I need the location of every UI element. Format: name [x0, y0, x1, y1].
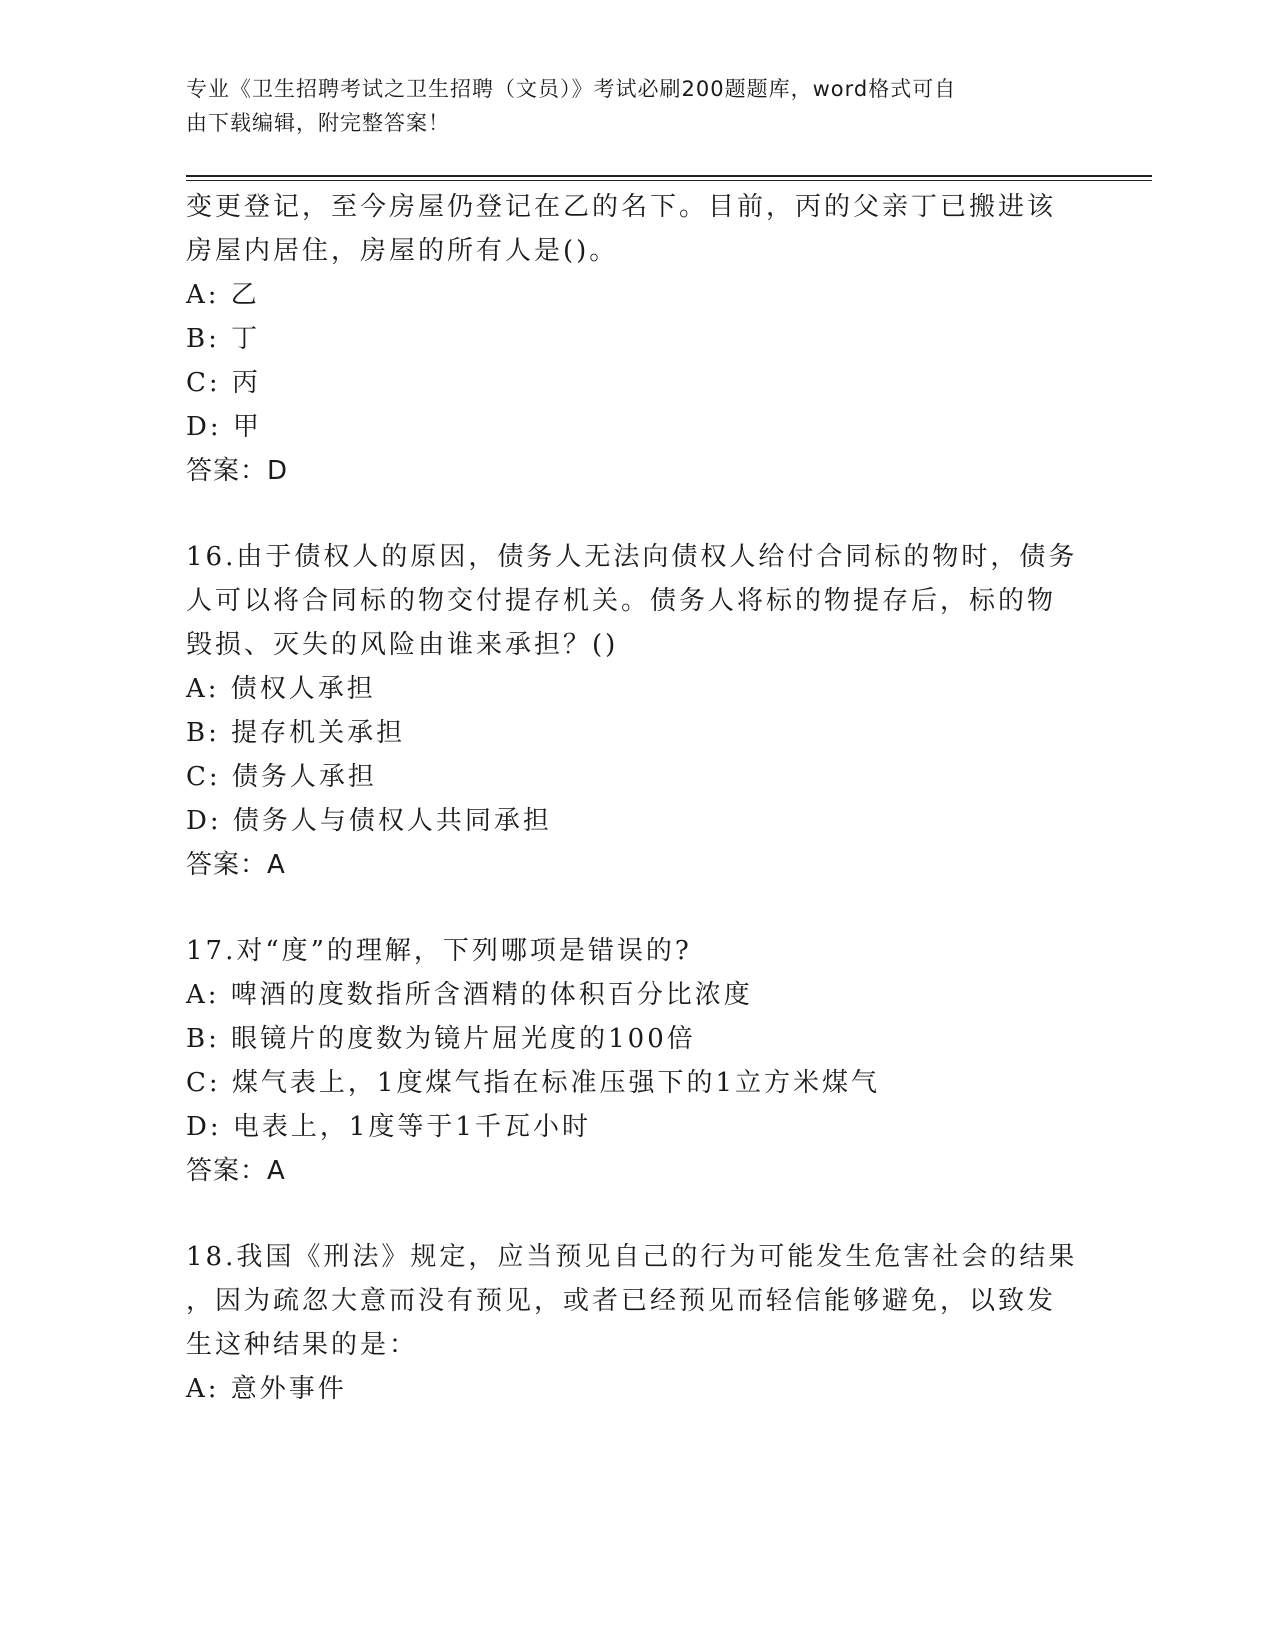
question-16-option-d: D: 债务人与债权人共同承担 [186, 806, 552, 836]
question-16-option-a: A: 债权人承担 [186, 674, 376, 704]
question-17-option-c: C: 煤气表上，1度煤气指在标准压强下的1立方米煤气 [186, 1068, 881, 1098]
header-divider-thin [186, 180, 1152, 181]
question-15-answer: 答案：D [186, 456, 289, 486]
question-15-option-d: D: 甲 [186, 412, 262, 442]
question-16-option-c: C: 债务人承担 [186, 762, 377, 792]
document-header [186, 72, 1066, 140]
header-line-1: 专业《卫生招聘考试之卫生招聘（文员）》考试必刷200题题库，word格式可自 [186, 77, 957, 101]
question-17-answer: 答案：A [186, 1156, 286, 1186]
question-18-text-line-3: 生这种结果的是： [186, 1330, 419, 1360]
header-line-2: 由下载编辑，附完整答案！ [186, 111, 450, 135]
question-15-option-c: C: 丙 [186, 368, 261, 398]
question-17-option-d: D: 电表上，1度等于1千瓦小时 [186, 1112, 591, 1142]
question-16-text-line-2: 人可以将合同标的物交付提存机关。债务人将标的物提存后，标的物 [186, 586, 1057, 616]
question-15-option-b: B: 丁 [186, 324, 261, 354]
question-18-text-line-1: 18.我国《刑法》规定，应当预见自己的行为可能发生危害社会的结果 [186, 1242, 1078, 1272]
question-16-text-line-3: 毁损、灭失的风险由谁来承担？() [186, 630, 619, 660]
question-17-option-a: A: 啤酒的度数指所含酒精的体积百分比浓度 [186, 980, 753, 1010]
question-15-text-line-1: 变更登记，至今房屋仍登记在乙的名下。目前，丙的父亲丁已搬进该 [186, 192, 1057, 222]
header-divider [186, 175, 1152, 177]
question-17-text-line-1: 17.对“度”的理解，下列哪项是错误的? [186, 936, 692, 966]
question-17-option-b: B: 眼镜片的度数为镜片屈光度的100倍 [186, 1024, 696, 1054]
question-16-option-b: B: 提存机关承担 [186, 718, 406, 748]
question-16-text-line-1: 16.由于债权人的原因，债务人无法向债权人给付合同标的物时，债务 [186, 542, 1078, 572]
question-16-answer: 答案：A [186, 850, 286, 880]
question-15-option-a: A: 乙 [186, 280, 260, 310]
question-18-option-a: A: 意外事件 [186, 1374, 347, 1404]
question-18-text-line-2: ，因为疏忽大意而没有预见，或者已经预见而轻信能够避免，以致发 [186, 1286, 1057, 1316]
question-15-text-line-2: 房屋内居住，房屋的所有人是()。 [186, 236, 619, 266]
